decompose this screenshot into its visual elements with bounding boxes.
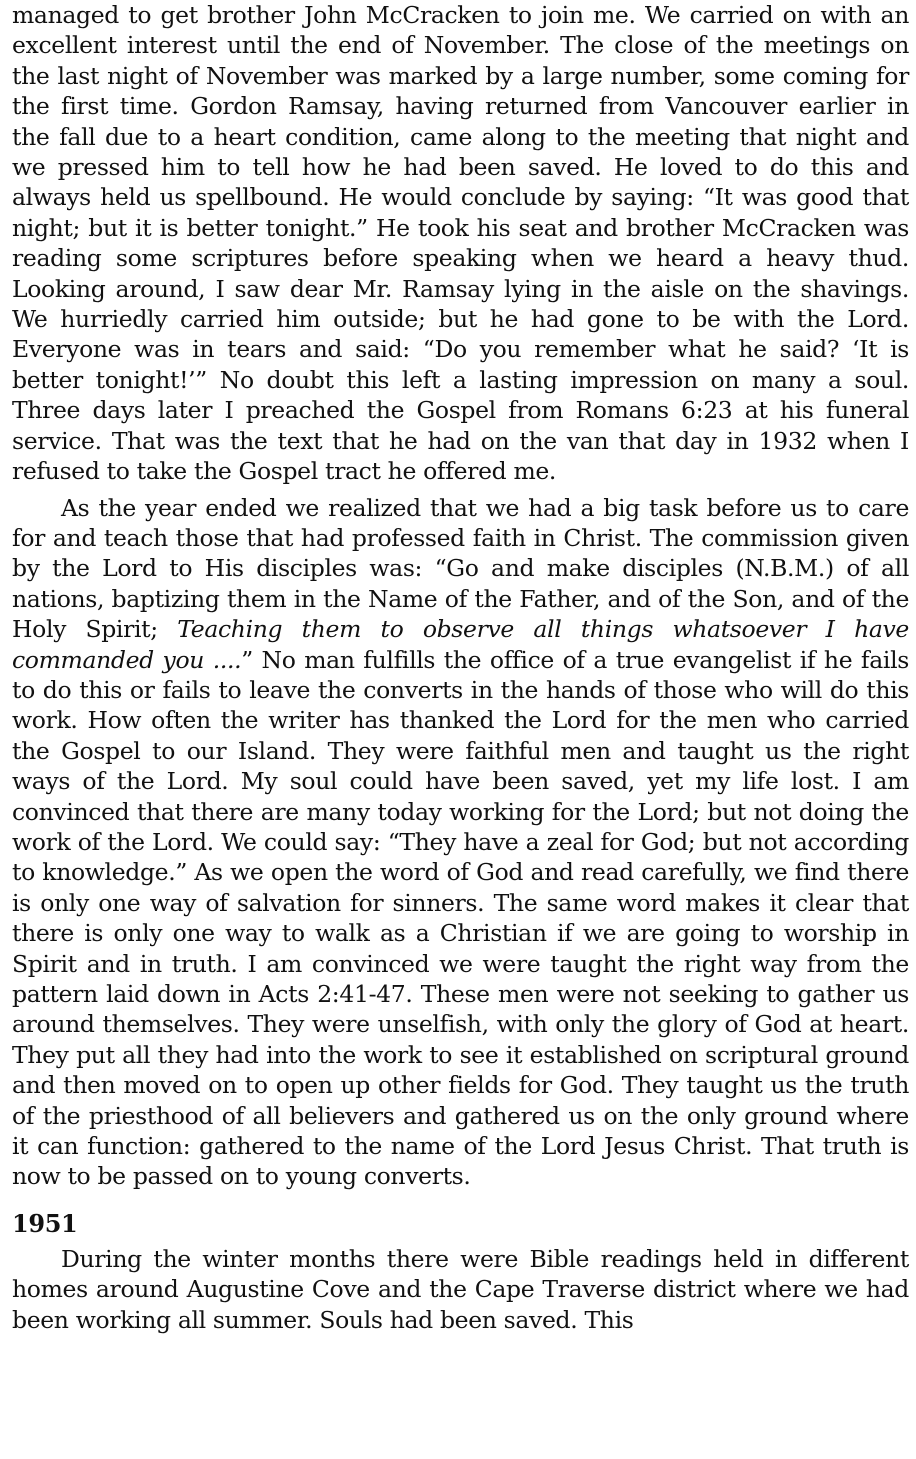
- paragraph-great-commission: [12, 493, 909, 1192]
- paragraph-ramsay-testimony: managed to get brother John McCracken to join me. We carried on with an excellent interest until the end of November. The close of the meetings on the last night of November was marked by a large number, some coming for the first time. Gordon Ramsay, having returned from Vancouver earlier in the fall due to a heart condition, came along to the meeting that night and we pressed him to tell how he had been saved. He loved to do this and always held us spellbound. He would conclude by saying: “It was good that night; but it is better tonight.” He took his seat and brother McCracken was reading some scriptures before speaking when we heard a heavy thud. Looking around, I saw dear Mr. Ramsay lying in the aisle on the shavings. We hurriedly carried him outside; but he had gone to be with the Lord. Everyone was in tears and said: “Do you remember what he said? ‘It is better tonight!’” No doubt this left a lasting impression on many a soul. Three days later I preached the Gospel from Romans 6:23 at his funeral service. That was the text that he had on the van that day in 1932 when I refused to take the Gospel tract he offered me.: [12, 1, 909, 486]
- paragraph-2-text-end: ” No man fulfills the office of a true evangelist if he fails to do this or fails to leave the converts in the hands of those who will do this work. How often the writer has thanked the Lord for the men who carried the Gospel to our Island. They were faithful men and taught us the right ways of the Lord. My soul could have been saved, yet my life lost. I am convinced that there are many today working for the Lord; but not doing the work of the Lord. We could say: “They have a zeal for God; but not according to knowledge.” As we open the word of God and read carefully, we find there is only one way of salvation for sinners. The same word makes it clear that there is only one way to walk as a Christian if we are going to worship in Spirit and in truth. I am convinced we were taught the right way from the pattern laid down in Acts 2:41-47. These men were not seeking to gather us around themselves. They were unselfish, with only the glory of God at heart. They put all they had into the work to see it established on scriptural ground and then moved on to open up other fields for God. They taught us the truth of the priesthood of all believers and gathered us on the only ground where it can function: gathered to the name of the Lord Jesus Christ. That truth is now to be passed on to young converts.: [12, 645, 909, 1191]
- section-heading-year: 1951: [12, 1208, 78, 1238]
- document-page: [12, 0, 909, 1335]
- paragraph-2-italic-quote: Teaching them to observe all things whatsoever I have commanded you ....: [12, 615, 909, 674]
- paragraph-winter-readings: During the winter months there were Bible readings held in different homes around Augustine Cove and the Cape Traverse district where we had been working all summer. Souls had been saved. This: [12, 1244, 909, 1334]
- paragraph-2-text-start: As the year ended we realized that we had a big task before us to care for and teach those that had professed faith in Christ. The commission given by the Lord to His disciples was: “Go and make disciples (N.B.M.) of all nations, baptizing them in the Name of the Father, and of the Son, and of the Holy Spirit;: [12, 493, 909, 644]
